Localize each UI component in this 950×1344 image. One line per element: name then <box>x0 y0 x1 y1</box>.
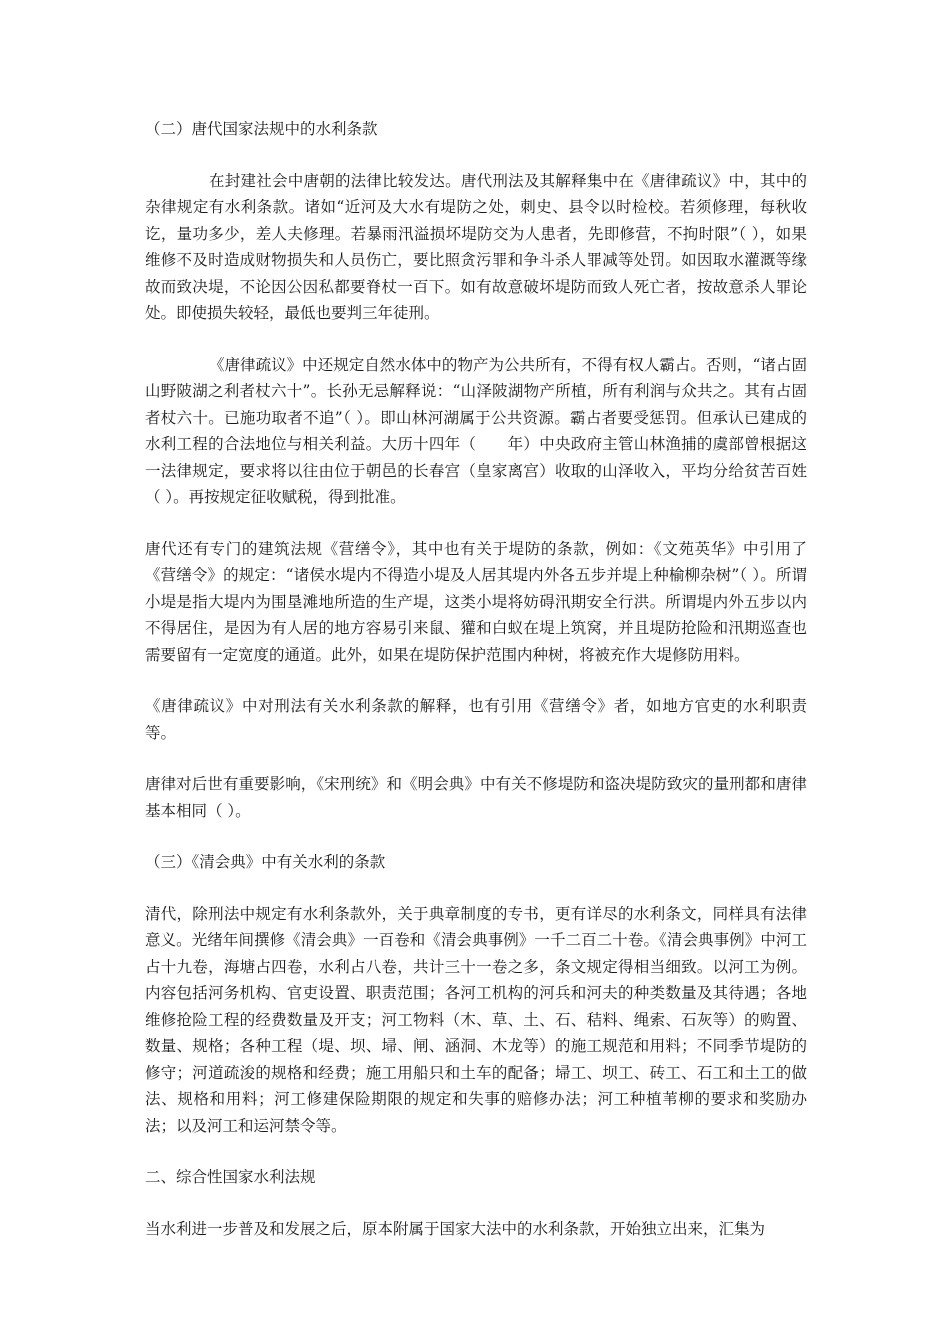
paragraph-comprehensive-laws: 当水利进一步普及和发展之后，原本附属于国家大法中的水利条款，开始独立出来，汇集为 <box>145 1219 766 1238</box>
paragraph-later-influence: 唐律对后世有重要影响，《宋刑统》和《明会典》中有关不修堤防和盗决堤防致灾的量刑都和唐律基本相同（ ）。 <box>145 775 807 820</box>
section-heading-tang-laws: （二）唐代国家法规中的水利条款 <box>145 120 378 138</box>
paragraph-public-resources: 《唐律疏议》中还规定自然水体中的物产为公共所有，不得有权人霸占。否则，“诸占固山野陂湖之利者杖六十”。长孙无忌解释说：“山泽陂湖物产所植，所有利润与众共之。其有占固者杖六十。已施功取者不追”（ ）。即山林河湖属于公共资源。霸占者要受惩罚。但承认已建成的水利工程的合法地位与相关利益。大历十四年（ 年）中央政府主管山林渔捕的虞部曾根据这一法律规定，要求将以往由位于朝邑的长春宫（皇家离宫）收取的山泽收入，平均分给贫苦百姓（ ）。再按规定征收赋税，得到批准。 <box>145 355 807 506</box>
paragraph-qing-statutes: 清代，除刑法中规定有水利条款外，关于典章制度的专书，更有详尽的水利条文，同样具有法律意义。光绪年间撰修《清会典》一百卷和《清会典事例》一千二百二十卷。《清会典事例》中河工占十九卷，海塘占四卷，水利占八卷，共计三十一卷之多，条文规定得相当细致。以河工为例。内容包括河务机构、官吏设置、职责范围；各河工机构的河兵和河夫的种类数量及其待遇；各地维修抢险工程的经费数量及开支；河工物料（木、草、土、石、秸料、绳索、石灰等）的购置、数量、规格；各种工程（堤、坝、埽、闸、涵洞、木龙等）的施工规范和用料；不同季节堤防的修守；河道疏浚的规格和经费；施工用船只和土车的配备；埽工、坝工、砖工、石工和土工的做法、规格和用料；河工修建保险期限的规定和失事的赔修办法；河工种植苇柳的要求和奖励办法；以及河工和运河禁令等。 <box>145 904 807 1135</box>
paragraph-code-interpretation: 《唐律疏议》中对刑法有关水利条款的解释，也有引用《营缮令》者，如地方官吏的水利职责等。 <box>145 697 807 742</box>
section-heading-qing-statutes: （三）《清会典》中有关水利的条款 <box>145 853 386 871</box>
document-body <box>145 116 807 1242</box>
paragraph-tang-code-miscellaneous: 在封建社会中唐朝的法律比较发达。唐代刑法及其解释集中在《唐律疏议》中，其中的杂律规定有水利条款。诸如“近河及大水有堤防之处，刺史、县令以时检校。若须修理，每秋收讫，量功多少，差人夫修理。若暴雨汛溢损坏堤防交为人患者，先即修营，不拘时限”（ ），如果维修不及时造成财物损失和人员伤亡，要比照贪污罪和争斗杀人罪减等处罚。如因取水灌溉等缘故而致决堤，不论因公因私都要脊杖一百下。如有故意破坏堤防而致人死亡者，按故意杀人罪论处。即使损失较轻，最低也要判三年徒刑。 <box>145 171 807 322</box>
paragraph-construction-code: 唐代还有专门的建筑法规《营缮令》，其中也有关于堤防的条款，例如：《文苑英华》中引用了《营缮令》的规定：“诸侯水堤内不得造小堤及人居其堤内外各五步并堤上种榆柳杂树”（ ）。所谓小堤是指大堤内为围垦滩地所造的生产堤，这类小堤将妨碍汛期安全行洪。所谓堤内外五步以内不得居住，是因为有人居的地方容易引来鼠、獾和白蚁在堤上筑窝，并且堤防抢险和汛期巡查也需要留有一定宽度的通道。此外，如果在堤防保护范围内种树，将被充作大堤修防用料。 <box>145 539 807 664</box>
section-heading-comprehensive-laws: 二、综合性国家水利法规 <box>145 1168 316 1186</box>
